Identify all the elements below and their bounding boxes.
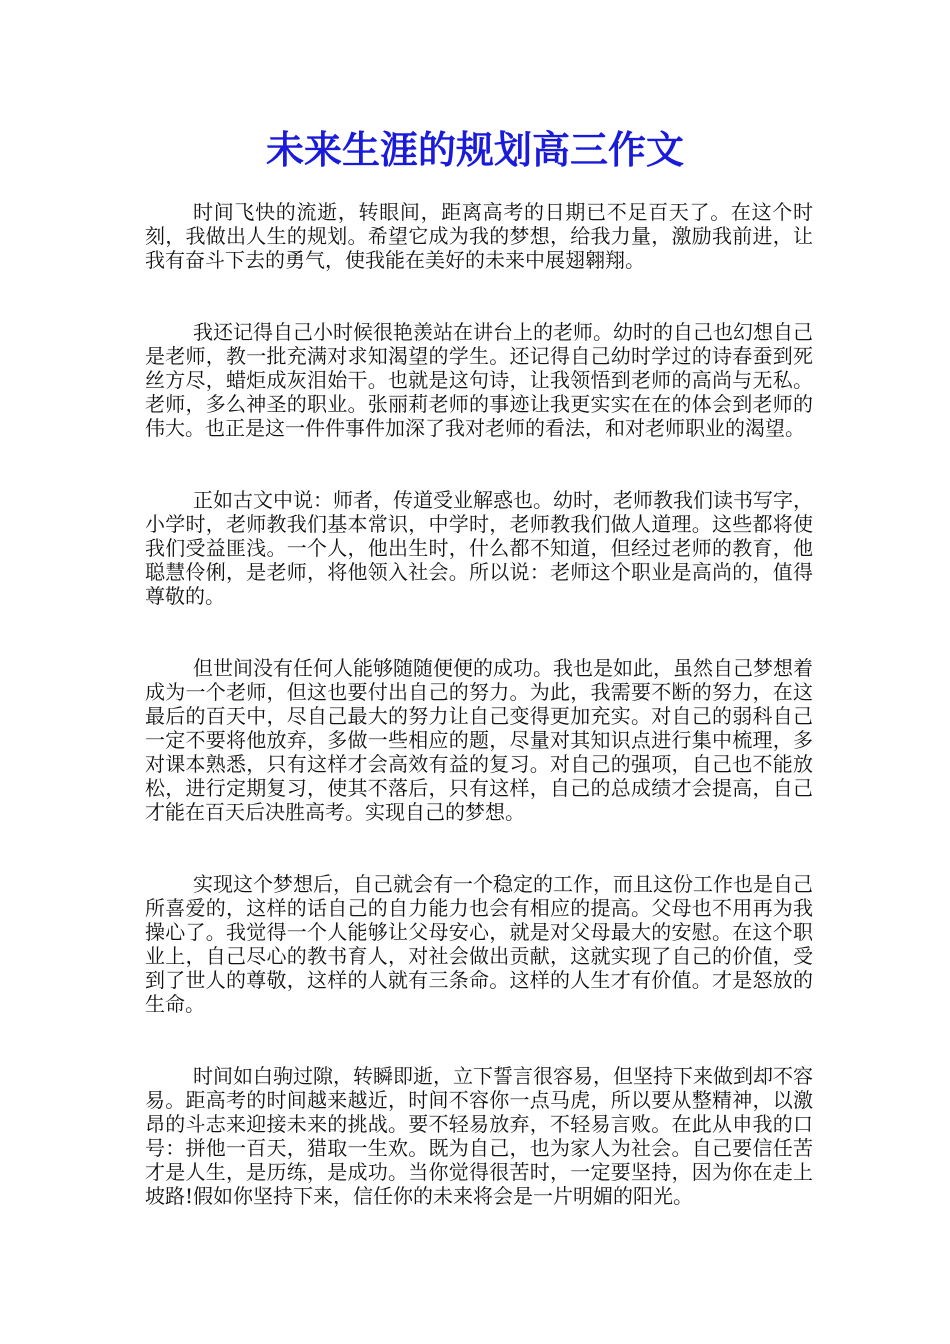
- document-body: [145, 200, 813, 1208]
- paragraph-1: 时间飞快的流逝，转眼间，距离高考的日期已不足百天了。在这个时刻，我做出人生的规划。希望它成为我的梦想，给我力量，激励我前进，让我有奋斗下去的勇气，使我能在美好的未来中展翅翱翔。: [145, 200, 813, 272]
- paragraph-3: 正如古文中说：师者，传道受业解惑也。幼时，老师教我们读书写字，小学时，老师教我们基本常识，中学时，老师教我们做人道理。这些都将使我们受益匪浅。一个人，他出生时，什么都不知道，但经过老师的教育，他聪慧伶俐，是老师，将他领入社会。所以说：老师这个职业是高尚的，值得尊敬的。: [145, 488, 813, 608]
- paragraph-2: 我还记得自己小时候很艳羡站在讲台上的老师。幼时的自己也幻想自己是老师，教一批充满对求知渴望的学生。还记得自己幼时学过的诗春蚕到死丝方尽，蜡炬成灰泪始干。也就是这句诗，让我领悟到老师的高尚与无私。老师，多么神圣的职业。张丽莉老师的事迹让我更实实在在的体会到老师的伟大。也正是这一件件事件加深了我对老师的看法，和对老师职业的渴望。: [145, 320, 813, 440]
- paragraph-4: 但世间没有任何人能够随随便便的成功。我也是如此，虽然自己梦想着成为一个老师，但这也要付出自己的努力。为此，我需要不断的努力，在这最后的百天中，尽自己最大的努力让自己变得更加充实。对自己的弱科自己一定不要将他放弃，多做一些相应的题，尽量对其知识点进行集中梳理，多对课本熟悉，只有这样才会高效有益的复习。对自己的强项，自己也不能放松，进行定期复习，使其不落后，只有这样，自己的总成绩才会提高，自己才能在百天后决胜高考。实现自己的梦想。: [145, 656, 813, 824]
- paragraph-5: 实现这个梦想后，自己就会有一个稳定的工作，而且这份工作也是自己所喜爱的，这样的话自己的自力能力也会有相应的提高。父母也不用再为我操心了。我觉得一个人能够让父母安心，就是对父母最大的安慰。在这个职业上，自己尽心的教书育人，对社会做出贡献，这就实现了自己的价值，受到了世人的尊敬，这样的人就有三条命。这样的人生才有价值。才是怒放的生命。: [145, 872, 813, 1016]
- page-title: 未来生涯的规划高三作文: [265, 127, 684, 172]
- paragraph-6: 时间如白驹过隙，转瞬即逝，立下誓言很容易，但坚持下来做到却不容易。距高考的时间越来越近，时间不容你一点马虎，所以要从整精神，以激昂的斗志来迎接未来的挑战。要不轻易放弃，不轻易言败。在此从申我的口号：拼他一百天，猎取一生欢。既为自己，也为家人为社会。自己要信任苦才是人生，是历练，是成功。当你觉得很苦时，一定要坚持，因为你在走上坡路!假如你坚持下来，信任你的未来将会是一片明媚的阳光。: [145, 1064, 813, 1208]
